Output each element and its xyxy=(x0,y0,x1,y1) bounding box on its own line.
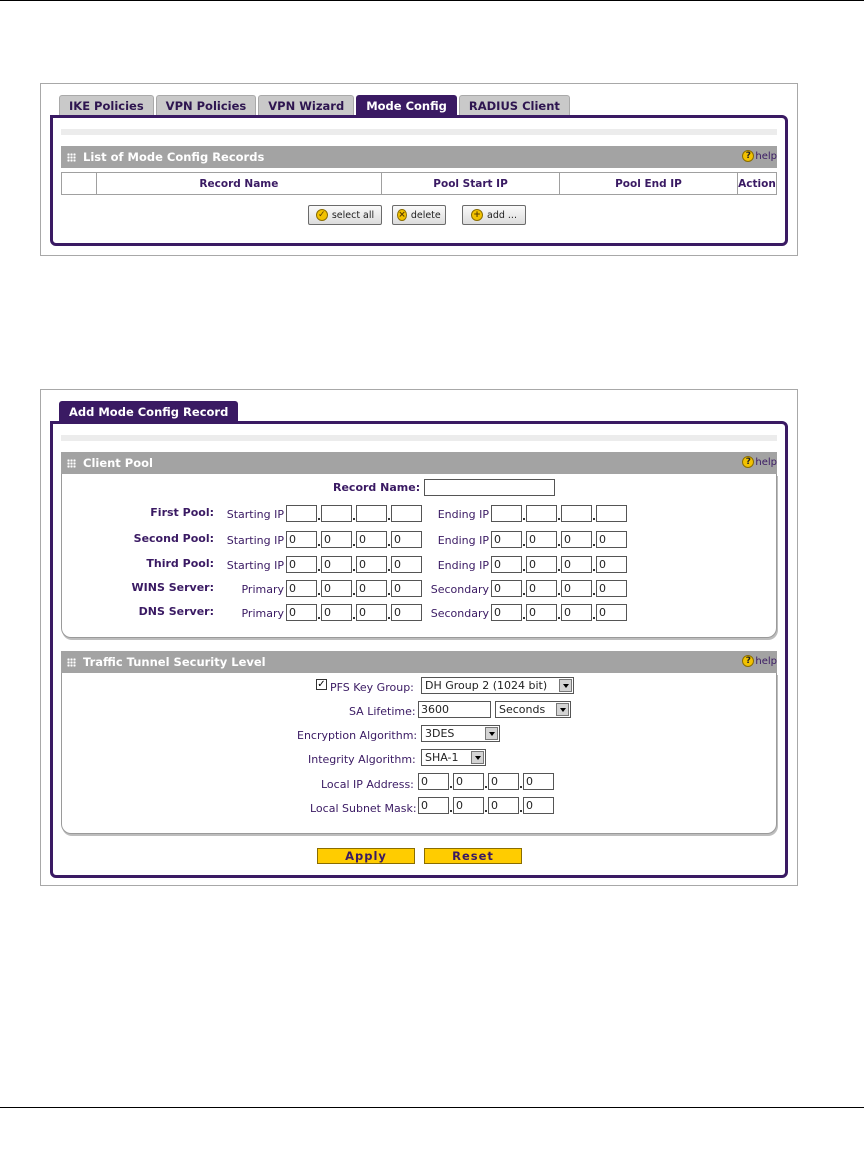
subnet-mask-octet-3[interactable]: 0 xyxy=(488,797,519,814)
pool-row-label: WINS Server: xyxy=(131,581,214,594)
end-ip-octet-3[interactable]: 0 xyxy=(561,604,592,621)
ending-ip-label: Secondary xyxy=(430,583,489,596)
help-label: help xyxy=(755,456,777,468)
pool-row-label: First Pool: xyxy=(150,506,214,519)
starting-ip-label: Primary xyxy=(241,607,284,620)
bottom-rule xyxy=(0,1107,864,1108)
help-icon: ? xyxy=(742,456,754,468)
delete-label: delete xyxy=(410,209,441,221)
start-ip-octet-3[interactable]: 0 xyxy=(356,580,387,597)
start-ip-octet-1[interactable]: 0 xyxy=(286,556,317,573)
help-icon: ? xyxy=(742,150,754,162)
pool-row-label: Second Pool: xyxy=(133,532,214,545)
top-rule xyxy=(0,0,864,1)
table-header-row xyxy=(62,173,777,195)
records-table xyxy=(61,172,777,195)
help-label: help xyxy=(755,150,777,162)
end-ip-octet-3[interactable] xyxy=(561,505,592,522)
octet-separator xyxy=(593,569,595,571)
spacer-strip-2 xyxy=(61,435,777,441)
start-ip-octet-3[interactable] xyxy=(356,505,387,522)
column-header-pool-start-ip: Pool Start IP xyxy=(382,173,560,195)
apply-button[interactable]: Apply xyxy=(317,848,415,864)
octet-separator xyxy=(318,593,320,595)
end-ip-octet-4[interactable]: 0 xyxy=(596,604,627,621)
pool-row-label: Third Pool: xyxy=(146,557,214,570)
octet-separator xyxy=(388,518,390,520)
start-ip-octet-4[interactable]: 0 xyxy=(391,580,422,597)
end-ip-octet-2[interactable]: 0 xyxy=(526,556,557,573)
client-pool-header xyxy=(61,452,777,474)
tab-vpn-policies[interactable]: VPN Policies xyxy=(156,95,257,115)
octet-separator xyxy=(353,593,355,595)
help-icon: ? xyxy=(742,655,754,667)
sa-lifetime-input[interactable]: 3600 xyxy=(418,701,491,718)
start-ip-octet-1[interactable] xyxy=(286,505,317,522)
octet-separator xyxy=(485,810,487,812)
traffic-tunnel-section xyxy=(61,673,777,834)
octet-separator xyxy=(558,569,560,571)
integrity-algorithm-value: SHA-1 xyxy=(425,751,459,764)
start-ip-octet-3[interactable]: 0 xyxy=(356,531,387,548)
octet-separator xyxy=(353,518,355,520)
end-ip-octet-3[interactable]: 0 xyxy=(561,531,592,548)
reset-button[interactable]: Reset xyxy=(424,848,522,864)
octet-separator xyxy=(388,544,390,546)
octet-separator xyxy=(593,518,595,520)
octet-separator xyxy=(353,544,355,546)
end-ip-octet-1[interactable]: 0 xyxy=(491,531,522,548)
octet-separator xyxy=(520,810,522,812)
record-name-input[interactable] xyxy=(424,479,555,496)
octet-separator xyxy=(523,617,525,619)
subnet-mask-octet-2[interactable]: 0 xyxy=(453,797,484,814)
end-ip-octet-2[interactable]: 0 xyxy=(526,531,557,548)
add-icon: + xyxy=(471,209,483,221)
list-frame xyxy=(50,115,788,246)
end-ip-octet-1[interactable]: 0 xyxy=(491,580,522,597)
start-ip-octet-3[interactable]: 0 xyxy=(356,556,387,573)
octet-separator xyxy=(593,617,595,619)
sa-lifetime-unit-select[interactable] xyxy=(495,701,571,718)
chevron-down-icon xyxy=(471,751,484,764)
delete-button[interactable] xyxy=(392,205,446,225)
pool-row-label: DNS Server: xyxy=(138,605,214,618)
local-subnet-mask-label: Local Subnet Mask: xyxy=(310,802,417,815)
encryption-algorithm-value: 3DES xyxy=(425,727,455,740)
column-header-record-name: Record Name xyxy=(96,173,381,195)
chevron-down-icon xyxy=(556,703,569,716)
octet-separator xyxy=(353,569,355,571)
end-ip-octet-2[interactable]: 0 xyxy=(526,604,557,621)
chevron-down-icon xyxy=(485,727,498,740)
octet-separator xyxy=(558,544,560,546)
grip-icon xyxy=(67,658,76,667)
tab-radius-client[interactable]: RADIUS Client xyxy=(459,95,570,115)
end-ip-octet-4[interactable] xyxy=(596,505,627,522)
start-ip-octet-4[interactable]: 0 xyxy=(391,531,422,548)
octet-separator xyxy=(558,617,560,619)
add-mode-config-panel xyxy=(40,389,798,886)
start-ip-octet-4[interactable] xyxy=(391,505,422,522)
mode-config-list-panel xyxy=(40,83,798,256)
pfs-checkbox[interactable]: ✓ xyxy=(317,679,326,690)
octet-separator xyxy=(318,544,320,546)
octet-separator xyxy=(485,786,487,788)
subnet-mask-octet-1[interactable]: 0 xyxy=(418,797,449,814)
tab-ike-policies[interactable]: IKE Policies xyxy=(59,95,154,115)
start-ip-octet-1[interactable]: 0 xyxy=(286,531,317,548)
start-ip-octet-2[interactable] xyxy=(321,505,352,522)
start-ip-octet-2[interactable]: 0 xyxy=(321,604,352,621)
tab-add-mode-config-record[interactable]: Add Mode Config Record xyxy=(59,401,238,421)
end-ip-octet-1[interactable]: 0 xyxy=(491,556,522,573)
octet-separator xyxy=(593,593,595,595)
tab-vpn-wizard[interactable]: VPN Wizard xyxy=(258,95,354,115)
column-header-action: Action xyxy=(737,173,776,195)
ending-ip-label: Secondary xyxy=(430,607,489,620)
start-ip-octet-2[interactable]: 0 xyxy=(321,580,352,597)
octet-separator xyxy=(523,593,525,595)
start-ip-octet-1[interactable]: 0 xyxy=(286,604,317,621)
octet-separator xyxy=(593,544,595,546)
end-ip-octet-4[interactable]: 0 xyxy=(596,580,627,597)
octet-separator xyxy=(520,786,522,788)
select-all-label: select all xyxy=(331,209,375,221)
octet-separator xyxy=(523,544,525,546)
start-ip-octet-2[interactable]: 0 xyxy=(321,556,352,573)
chevron-down-icon xyxy=(559,679,572,692)
end-ip-octet-1[interactable]: 0 xyxy=(491,604,522,621)
starting-ip-label: Starting IP xyxy=(226,508,284,521)
starting-ip-label: Starting IP xyxy=(226,559,284,572)
subnet-mask-octet-4[interactable]: 0 xyxy=(523,797,554,814)
add-button[interactable] xyxy=(462,205,526,225)
octet-separator xyxy=(388,569,390,571)
ending-ip-label: Ending IP xyxy=(437,534,489,547)
pfs-key-group-select[interactable] xyxy=(421,677,574,694)
start-ip-octet-1[interactable]: 0 xyxy=(286,580,317,597)
sa-lifetime-unit-value: Seconds xyxy=(499,703,546,716)
octet-separator xyxy=(523,518,525,520)
end-ip-octet-3[interactable]: 0 xyxy=(561,556,592,573)
add-label: add ... xyxy=(487,209,517,221)
starting-ip-label: Starting IP xyxy=(226,534,284,547)
column-header-pool-end-ip: Pool End IP xyxy=(560,173,738,195)
octet-separator xyxy=(523,569,525,571)
record-name-label: Record Name: xyxy=(333,481,421,494)
start-ip-octet-2[interactable]: 0 xyxy=(321,531,352,548)
octet-separator xyxy=(353,617,355,619)
select-all-button[interactable] xyxy=(308,205,382,225)
end-ip-octet-4[interactable]: 0 xyxy=(596,531,627,548)
pfs-key-group-label: PFS Key Group: xyxy=(330,681,414,694)
local-ip-octet-2[interactable]: 0 xyxy=(453,773,484,790)
section-header xyxy=(61,146,777,168)
section-title: List of Mode Config Records xyxy=(83,150,265,164)
octet-separator xyxy=(388,593,390,595)
ending-ip-label: Ending IP xyxy=(437,559,489,572)
client-pool-help-link[interactable] xyxy=(742,456,777,468)
local-ip-octet-1[interactable]: 0 xyxy=(418,773,449,790)
end-ip-octet-4[interactable]: 0 xyxy=(596,556,627,573)
grip-icon xyxy=(67,153,76,162)
traffic-help-link[interactable] xyxy=(742,655,777,667)
octet-separator xyxy=(388,617,390,619)
checkbox-column-header xyxy=(62,173,97,195)
spacer-strip xyxy=(61,129,777,135)
client-pool-title: Client Pool xyxy=(83,456,153,470)
start-ip-octet-3[interactable]: 0 xyxy=(356,604,387,621)
octet-separator xyxy=(558,518,560,520)
octet-separator xyxy=(450,786,452,788)
end-ip-octet-2[interactable]: 0 xyxy=(526,580,557,597)
delete-icon: × xyxy=(398,210,406,220)
encryption-algorithm-label: Encryption Algorithm: xyxy=(297,729,418,742)
octet-separator xyxy=(318,617,320,619)
local-ip-address-label: Local IP Address: xyxy=(321,778,414,791)
help-label: help xyxy=(755,655,777,667)
octet-separator xyxy=(318,569,320,571)
integrity-algorithm-select[interactable] xyxy=(421,749,486,766)
end-ip-octet-3[interactable]: 0 xyxy=(561,580,592,597)
ending-ip-label: Ending IP xyxy=(437,508,489,521)
client-pool-section xyxy=(61,474,777,638)
octet-separator xyxy=(450,810,452,812)
starting-ip-label: Primary xyxy=(241,583,284,596)
local-ip-octet-4[interactable]: 0 xyxy=(523,773,554,790)
sa-lifetime-label: SA Lifetime: xyxy=(349,705,416,718)
start-ip-octet-4[interactable]: 0 xyxy=(391,604,422,621)
encryption-algorithm-select[interactable] xyxy=(421,725,500,742)
start-ip-octet-4[interactable]: 0 xyxy=(391,556,422,573)
pfs-key-group-value: DH Group 2 (1024 bit) xyxy=(425,679,548,692)
integrity-algorithm-label: Integrity Algorithm: xyxy=(308,753,416,766)
check-icon: ✓ xyxy=(316,209,328,221)
traffic-tunnel-title: Traffic Tunnel Security Level xyxy=(83,655,266,669)
help-link[interactable] xyxy=(742,150,777,162)
tab-mode-config[interactable]: Mode Config xyxy=(356,95,457,115)
tab-bar xyxy=(59,95,570,116)
grip-icon xyxy=(67,459,76,468)
traffic-tunnel-header xyxy=(61,651,777,673)
octet-separator xyxy=(558,593,560,595)
local-ip-octet-3[interactable]: 0 xyxy=(488,773,519,790)
add-frame xyxy=(50,421,788,878)
end-ip-octet-1[interactable] xyxy=(491,505,522,522)
add-tab-bar xyxy=(59,401,238,422)
end-ip-octet-2[interactable] xyxy=(526,505,557,522)
octet-separator xyxy=(318,518,320,520)
